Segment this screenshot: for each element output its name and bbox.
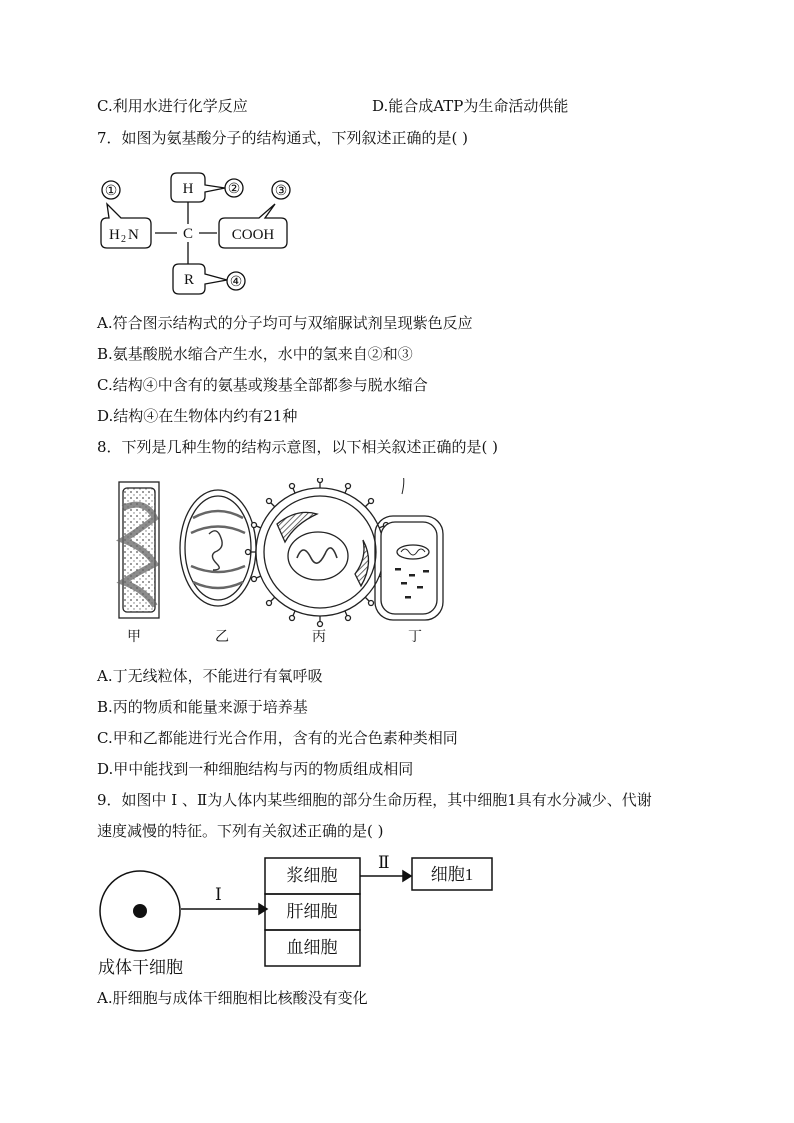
q8-option-b: B.丙的物质和能量来源于培养基 — [97, 698, 308, 716]
label-yi: 乙 — [215, 630, 229, 645]
label-2: ② — [227, 182, 241, 197]
label-3: ③ — [274, 184, 288, 199]
amino-acid-structure-diagram — [95, 168, 305, 303]
box-cell-1: 细胞1 — [430, 865, 474, 884]
virus-bing — [246, 478, 395, 627]
q9-stem-line2: 速度减慢的特征。下列有关叙述正确的是( ) — [97, 822, 384, 840]
q7-option-b: B.氨基酸脱水缩合产生水，水中的氢来自②和③ — [97, 345, 413, 363]
cell-jia — [119, 482, 159, 618]
q6-option-d: D.能合成ATP为生命活动供能 — [372, 97, 569, 115]
q9-option-a: A.肝细胞与成体干细胞相比核酸没有变化 — [97, 989, 368, 1007]
label-bing: 丙 — [312, 630, 326, 645]
q8-option-a: A.丁无线粒体，不能进行有氧呼吸 — [97, 667, 323, 685]
stem-cell-label: 成体干细胞 — [98, 958, 183, 977]
label-jia: 甲 — [127, 630, 141, 645]
q8-option-c: C.甲和乙都能进行光合作用，含有的光合色素种类相同 — [97, 729, 458, 747]
arrow-1-label: Ⅰ — [215, 885, 222, 904]
cell-yi — [180, 490, 256, 606]
q7-option-a: A.符合图示结构式的分子均可与双缩脲试剂呈现紫色反应 — [97, 314, 473, 332]
q8-option-d: D.甲中能找到一种细胞结构与丙的物质组成相同 — [97, 760, 414, 778]
box-blood-cell: 血细胞 — [286, 938, 338, 957]
group-h2n-sub: 2 — [121, 234, 126, 245]
q7-stem: 7．如图为氨基酸分子的结构通式，下列叙述正确的是( ) — [97, 129, 469, 147]
atom-c: C — [182, 226, 194, 242]
organism-structure-diagram — [105, 478, 465, 648]
box-liver-cell: 肝细胞 — [286, 902, 338, 921]
group-r: R — [183, 272, 195, 288]
arrow-2-label: Ⅱ — [378, 853, 390, 872]
label-4: ④ — [229, 275, 243, 290]
cell-differentiation-diagram — [95, 848, 505, 978]
q6-option-c: C.利用水进行化学反应 — [97, 97, 248, 115]
group-h2n-h: H — [109, 227, 120, 243]
bacterium-ding — [375, 478, 443, 620]
q7-option-c: C.结构④中含有的氨基或羧基全部都参与脱水缩合 — [97, 376, 428, 394]
q8-stem: 8．下列是几种生物的结构示意图，以下相关叙述正确的是( ) — [97, 438, 499, 456]
group-cooh: COOH — [231, 227, 275, 243]
label-ding: 丁 — [408, 630, 422, 645]
q9-stem-line1: 9．如图中 Ⅰ 、Ⅱ为人体内某些细胞的部分生命历程，其中细胞1具有水分减少、代谢 — [97, 791, 652, 809]
group-h2n-n: N — [128, 227, 139, 243]
atom-h: H — [182, 181, 194, 197]
label-1: ① — [104, 184, 118, 199]
box-plasma-cell: 浆细胞 — [286, 866, 338, 885]
q7-option-d: D.结构④在生物体内约有21种 — [97, 407, 298, 425]
